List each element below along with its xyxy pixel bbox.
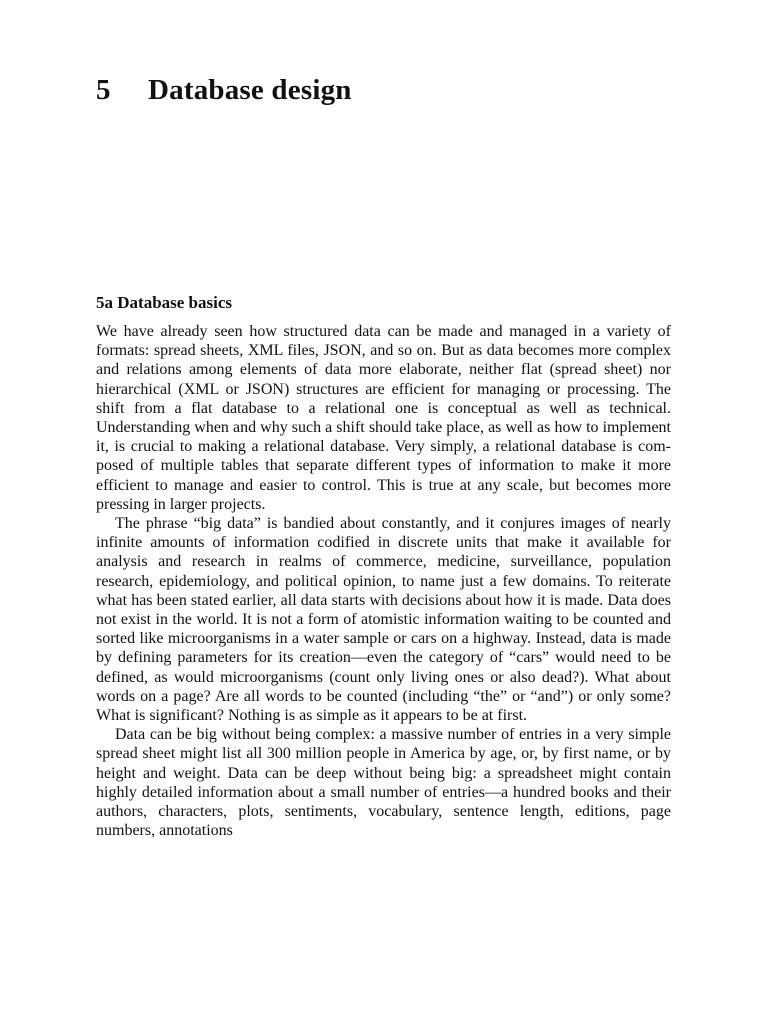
section-heading: 5a Database basics [96, 293, 233, 312]
chapter-number: 5 [96, 74, 111, 106]
chapter-heading [96, 74, 352, 107]
paragraph-2: The phrase “big data” is bandied about constantly, and it conjures images of nearly infinite amounts of information codified in discrete units that make it available for analysis and research in realms of commerce, medicine, surveillance, population research, epidemiology, and political opinion, to name just a few domains. To reiterate what has been stated earlier, all data starts with decisions about how it is made. Data does not exist in the world. It is not a form of atomistic information waiting to be counted and sorted like microorganisms in a water sample or cars on a highway. Instead, data is made by defining parameters for its creation—even the category of “cars” would need to be defined, as would microorganisms (count only living ones or also dead?). What about words on a page? Are all words to be counted (including “the” or “and”) or only some? What is significant? Nothing is as simple as it appears to be at first. [96, 515, 671, 725]
body-text [96, 322, 671, 840]
chapter-title: Database design [148, 74, 352, 106]
paragraph-3: Data can be big without being complex: a massive number of entries in a very simple spread sheet might list all 300 million people in America by age, or, by first name, or by height and weight. Data can be deep without being big: a spreadsheet might contain highly detailed information about a small number of entries—a hundred books and their authors, characters, plots, sentiments, vocabulary, sentence length, editions, page numbers, annotations [96, 726, 671, 840]
paragraph-1: We have already seen how structured data can be made and managed in a variety of formats: spread sheets, XML files, JSON, and so on. But as data becomes more complex and relations among elements of data more elaborate, neither flat (spread sheet) nor hierarchical (XML or JSON) structures are efficient for managing or processing. The shift from a flat database to a relational one is conceptual as well as technical. Understanding when and why such a shift should take place, as well as how to implement it, is crucial to making a relational database. Very simply, a relational database is composed of multiple tables that separate different types of information to make it more efficient to manage and easier to control. This is true at any scale, but becomes more pressing in larger projects. [96, 323, 671, 513]
